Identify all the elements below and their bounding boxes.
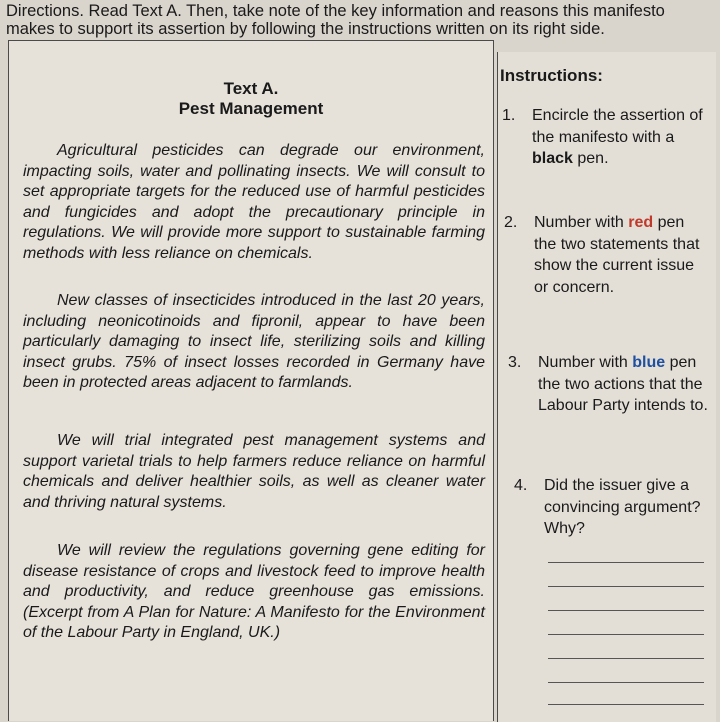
text-a-title: Pest Management (178, 99, 324, 118)
paragraph-3: We will trial integrated pest management systems and support varietal trials to help farmers reduce reliance on harmful chemicals and deliver healthier soils, as well as cleaner water and thriving natural systems. (23, 432, 485, 511)
paragraph-1: Agricultural pesticides can degrade our environment, impacting soils, water and pollinating insects. We will consult to set appropriate targets for the reduced use of harmful pesticides and fungicides and adopt the precautionary principle in regulations. We will provide more support to sustainable farming methods with less reliance on chemicals. (23, 142, 485, 262)
answer-line[interactable] (548, 634, 704, 635)
paragraph-2: New classes of insecticides introduced in the last 20 years, including neonicotinoids and fipronil, appear to have been particularly damaging to insect life, sterilizing soils and killing insect grubs. 75% of insect losses recorded in Germany have been in protected areas adjacent to farmlands. (23, 292, 485, 391)
answer-line[interactable] (548, 586, 704, 587)
directions-text: Directions. Read Text A. Then, take note of the key information and reasons this manifesto makes to support its assertion by following the instructions written on its right side. (6, 2, 665, 38)
instruction-1: 1. Encircle the assertion of the manifesto with a black pen. (502, 107, 703, 167)
instruction-3: 3. Number with blue pen the two actions that the Labour Party intends to. (508, 354, 708, 414)
instruction-2: 2. Number with red pen the two statements that show the current issue or concern. (504, 214, 700, 296)
answer-line[interactable] (548, 704, 704, 705)
paragraph-4: We will review the regulations governing gene editing for disease resistance of crops and livestock feed to improve health and productivity, and reduce greenhouse gas emissions. (Excerpt from A Plan for Nature: A Manifesto for the Environment of the Labour Party in England, UK.) (23, 542, 485, 641)
answer-line[interactable] (548, 658, 704, 659)
answer-line[interactable] (548, 562, 704, 563)
instruction-4: 4. Did the issuer give a convincing argument? Why? (514, 477, 701, 537)
answer-line[interactable] (548, 610, 704, 611)
text-a-label: Text A. (223, 79, 279, 98)
answer-line[interactable] (548, 682, 704, 683)
instructions-heading: Instructions: (500, 66, 603, 85)
text-a-box (8, 40, 494, 721)
